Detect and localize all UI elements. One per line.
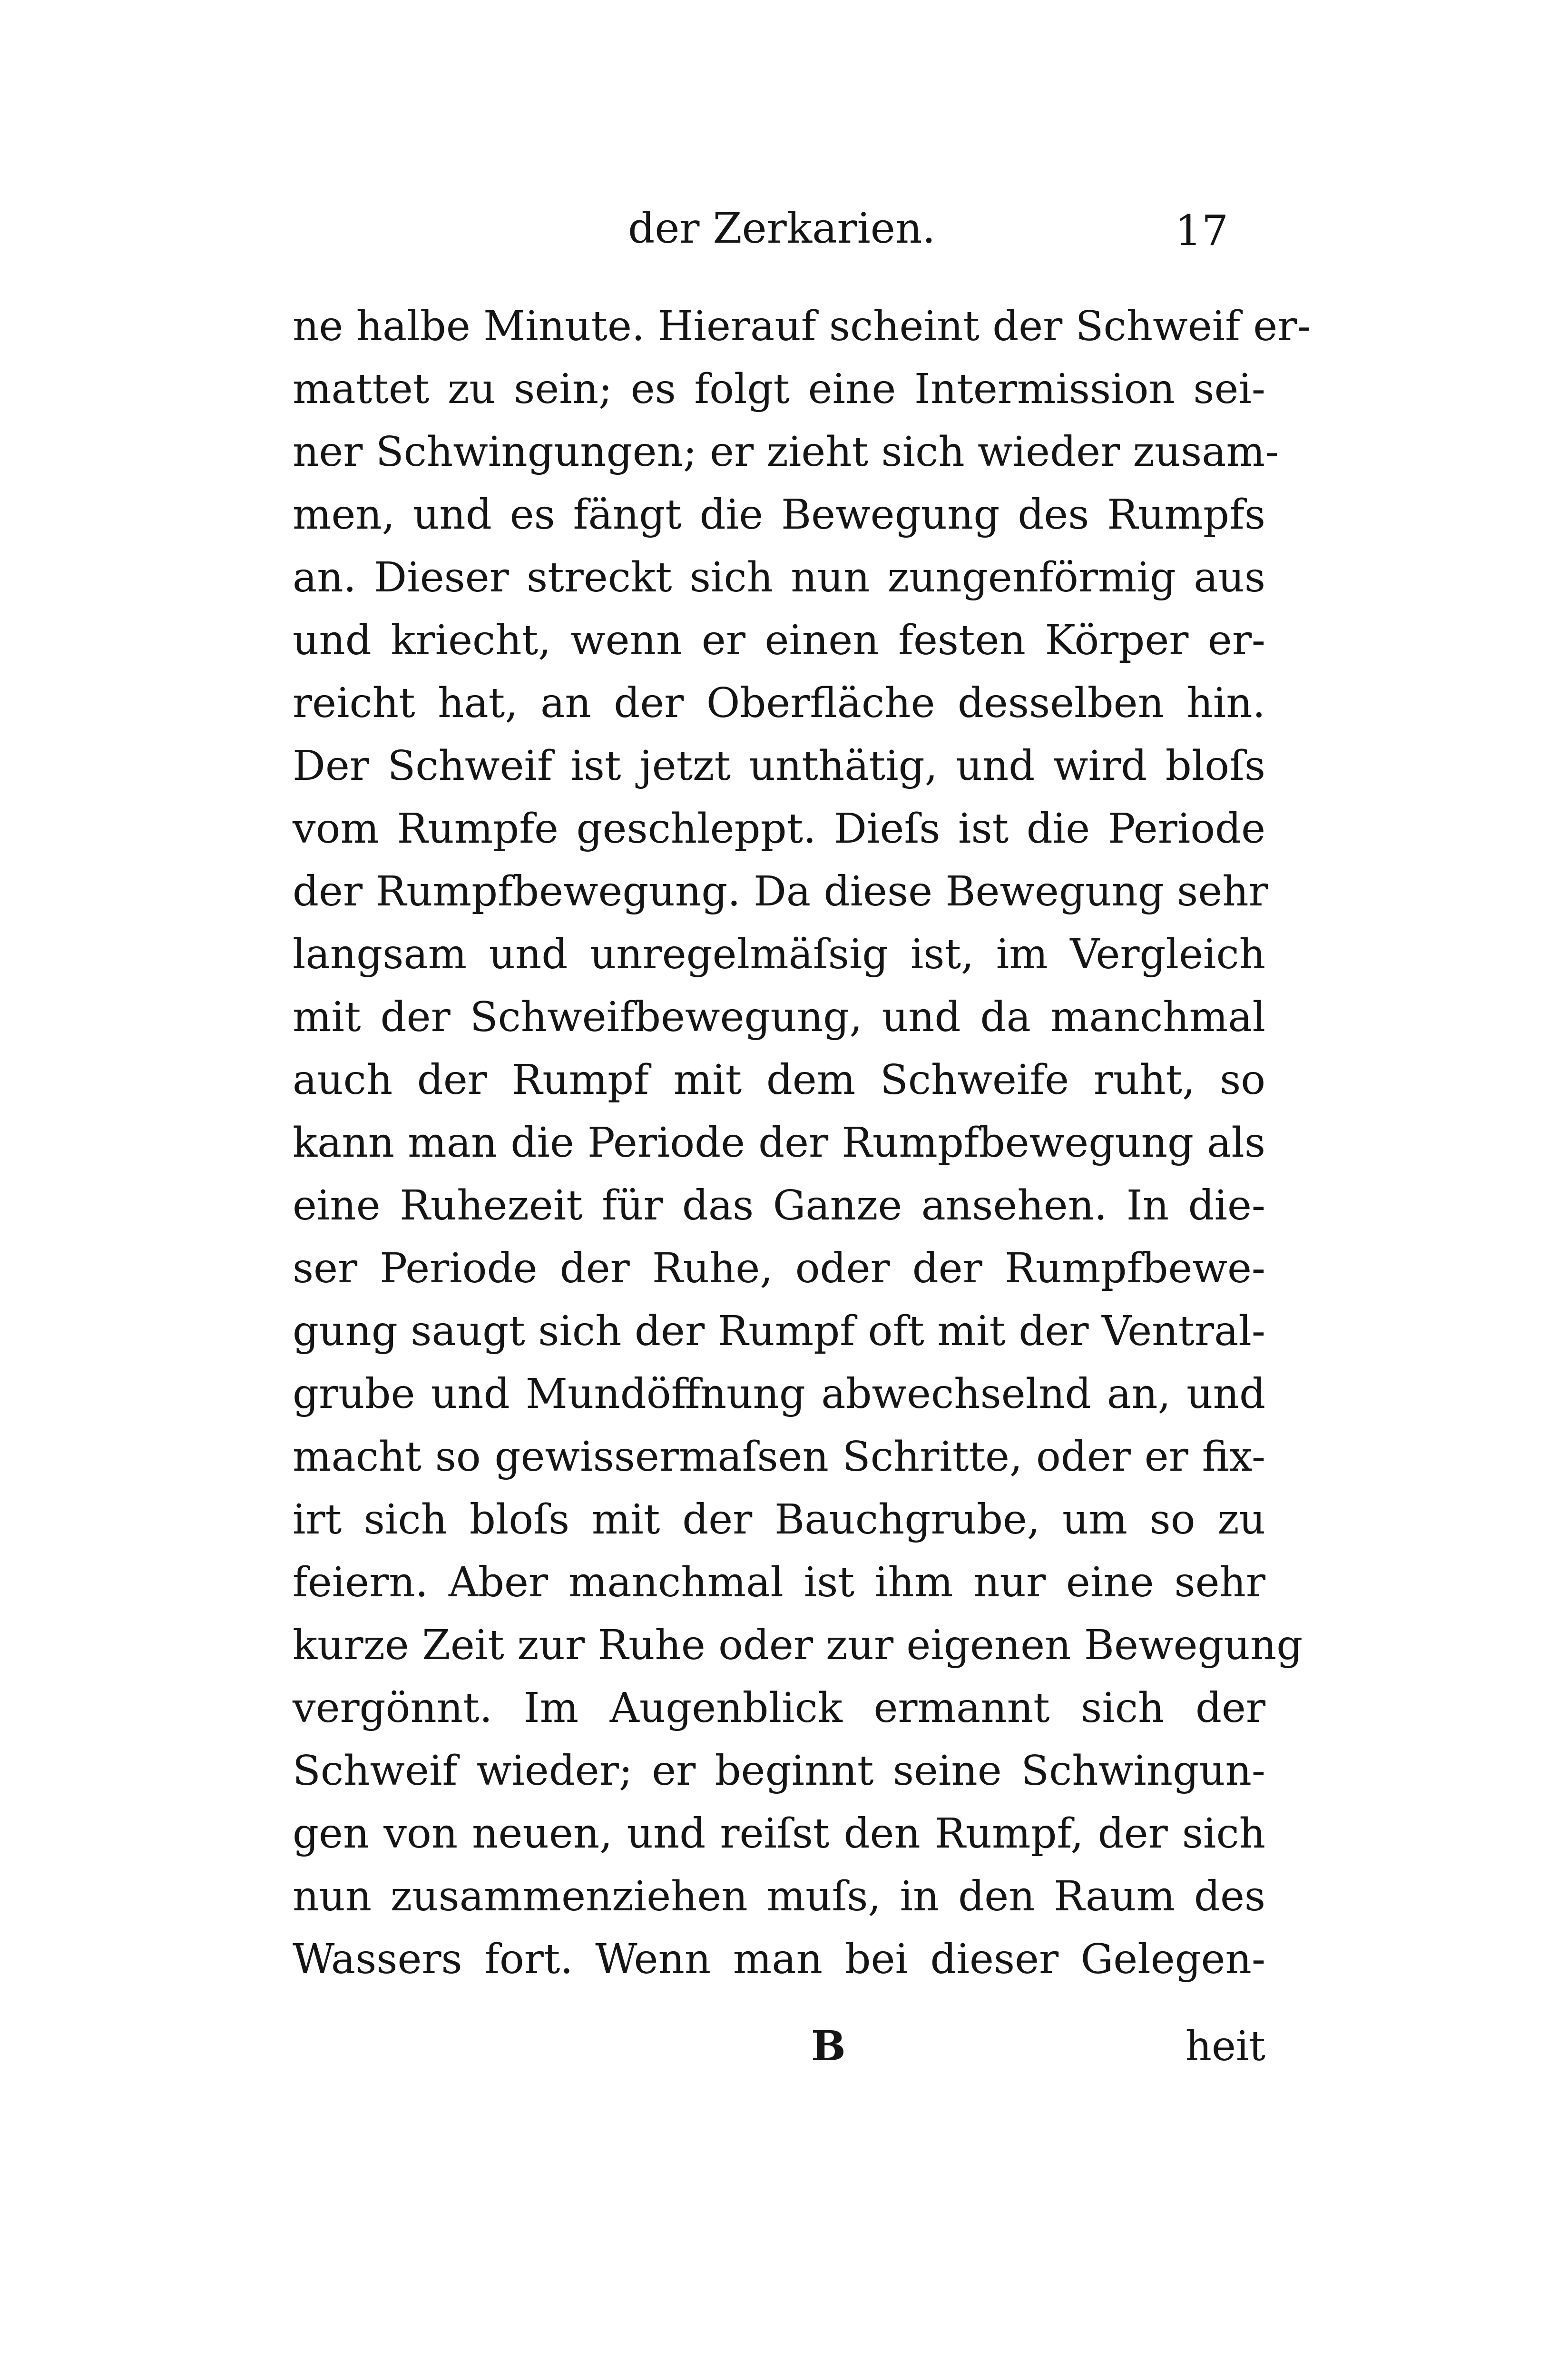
text-line: macht so gewissermaſsen Schritte, oder er fix-: [293, 1433, 1265, 1481]
text-line: gung saugt sich der Rumpf oft mit der Ventral-: [293, 1307, 1265, 1355]
text-line: und kriecht, wenn er einen festen Körper er-: [293, 617, 1265, 664]
text-line: der Rumpfbewegung. Da diese Bewegung sehr: [293, 868, 1268, 915]
text-line: men, und es fängt die Bewegung des Rumpfs: [293, 491, 1265, 539]
text-line: Schweif wieder; er beginnt seine Schwingun-: [293, 1747, 1265, 1795]
text-line: ne halbe Minute. Hierauf scheint der Schweif er-: [293, 303, 1311, 350]
text-line: reicht hat, an der Oberfläche desselben hin.: [293, 679, 1265, 727]
text-line: eine Ruhezeit für das Ganze ansehen. In die-: [293, 1182, 1265, 1229]
page-footer: [293, 2015, 1265, 2078]
page-number: 17: [1175, 206, 1228, 255]
text-line: an. Dieser streckt sich nun zungenförmig aus: [293, 554, 1265, 601]
text-line: mattet zu sein; es folgt eine Intermission sei-: [293, 365, 1265, 413]
text-line: grube und Mundöffnung abwechselnd an, und: [293, 1370, 1265, 1418]
text-line: Wassers fort. Wenn man bei dieser Gelegen-: [293, 1936, 1265, 1983]
text-line: gen von neuen, und reiſst den Rumpf, der sich: [293, 1810, 1265, 1858]
text-line: kann man die Periode der Rumpfbewegung als: [293, 1119, 1265, 1167]
running-title: der Zerkarien.: [628, 204, 936, 253]
text-line: auch der Rumpf mit dem Schweife ruht, so: [293, 1056, 1265, 1104]
text-line: vom Rumpfe geschleppt. Dieſs ist die Periode: [293, 805, 1265, 853]
text-line: ser Periode der Ruhe, oder der Rumpfbewe-: [293, 1245, 1265, 1292]
text-line: kurze Zeit zur Ruhe oder zur eigenen Bewegung: [293, 1622, 1303, 1669]
catchword: heit: [1185, 2023, 1265, 2070]
text-line: ner Schwingungen; er zieht sich wieder zusam-: [293, 428, 1279, 476]
text-line: vergönnt. Im Augenblick ermannt sich der: [293, 1684, 1265, 1732]
body-text: [293, 295, 1311, 1991]
text-line: feiern. Aber manchmal ist ihm nur eine sehr: [293, 1559, 1265, 1606]
text-line: irt sich bloſs mit der Bauchgrube, um so zu: [293, 1496, 1265, 1543]
signature-mark: B: [811, 2022, 846, 2070]
text-line: mit der Schweifbewegung, und da manchmal: [293, 993, 1265, 1041]
text-line: Der Schweif ist jetzt unthätig, und wird bloſs: [293, 742, 1265, 790]
text-line: nun zusammenziehen muſs, in den Raum des: [293, 1873, 1265, 1920]
text-line: langsam und unregelmäſsig ist, im Vergleich: [293, 931, 1265, 978]
